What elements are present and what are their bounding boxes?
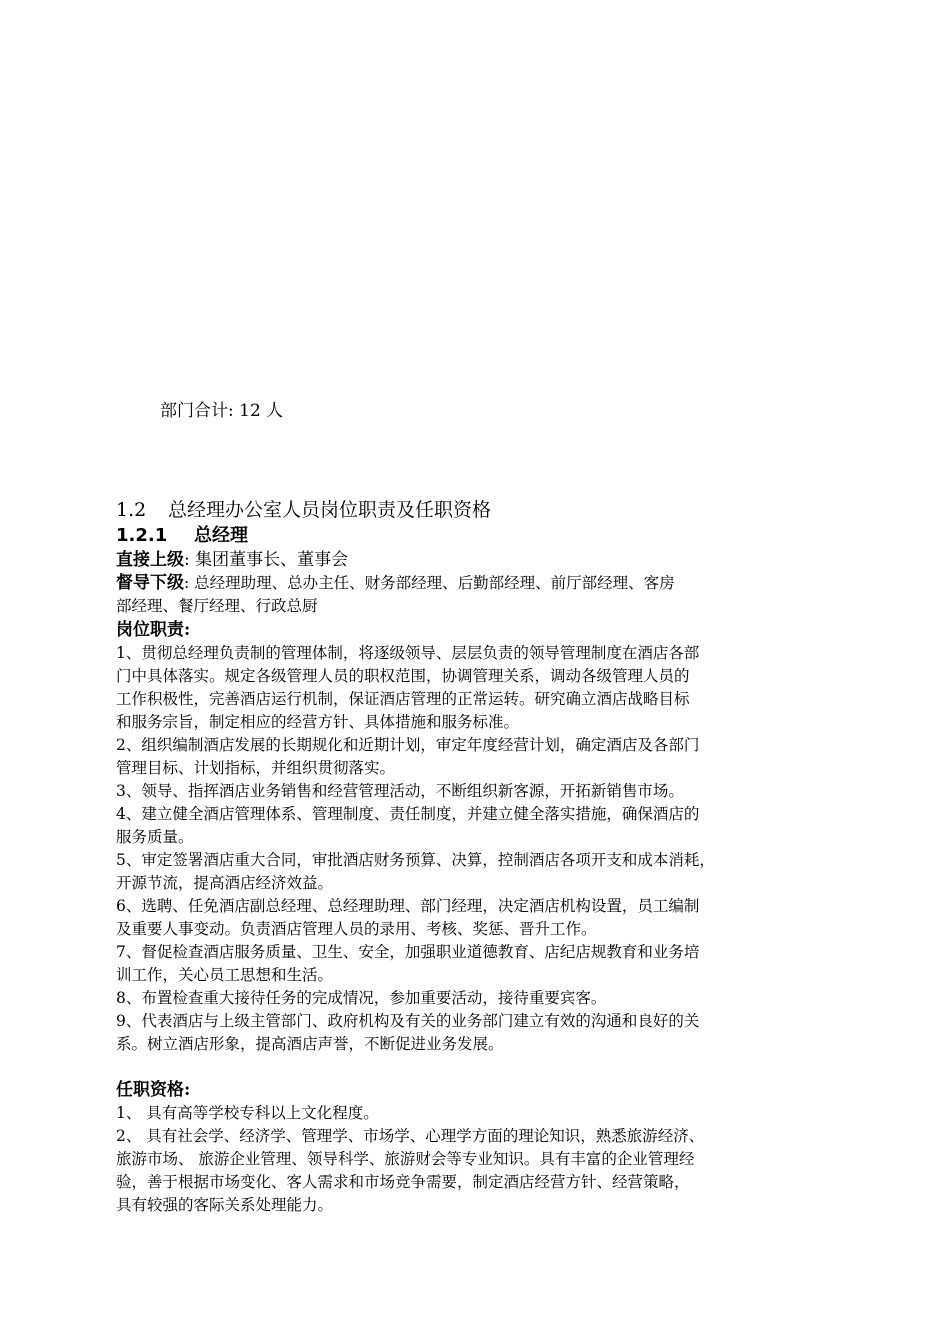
duty-line: 工作积极性，完善酒店运行机制，保证酒店管理的正常运转。研究确立酒店战略目标 — [116, 690, 690, 708]
duties-heading: 岗位职责: — [116, 620, 191, 640]
duty-line: 门中具体落实。规定各级管理人员的职权范围，协调管理关系，调动各级管理人员的 — [116, 667, 690, 685]
subsection-number: 1.2.1 — [116, 525, 168, 546]
duty-line: 5、审定签署酒店重大合同，审批酒店财务预算、决算，控制酒店各项开支和成本消耗， — [116, 851, 715, 869]
department-total: 部门合计: 12 人 — [160, 401, 284, 421]
qualification-line: 具有较强的客际关系处理能力。 — [116, 1196, 334, 1214]
subordinates-label: 督导下级 — [116, 573, 184, 593]
section-number: 1.2 — [116, 499, 147, 521]
direct-superior-label: 直接上级 — [116, 550, 184, 570]
qualification-line: 验，善于根据市场变化、客人需求和市场竞争需要，制定酒店经营方针、经营策略， — [116, 1173, 690, 1191]
spacer — [116, 1056, 856, 1078]
direct-superior-value: : 集团董事长、董事会 — [184, 550, 349, 570]
qualifications-heading: 任职资格: — [116, 1080, 191, 1100]
duty-line: 开源节流，提高酒店经济效益。 — [116, 874, 334, 892]
qualification-line: 1、 具有高等学校专科以上文化程度。 — [116, 1104, 379, 1122]
qualification-line: 旅游市场、 旅游企业管理、领导科学、旅游财会等专业知识。具有丰富的企业管理经 — [116, 1150, 695, 1168]
duty-line: 4、建立健全酒店管理体系、管理制度、责任制度，并建立健全落实措施，确保酒店的 — [116, 805, 700, 823]
duty-line: 3、领导、指挥酒店业务销售和经营管理活动，不断组织新客源，开拓新销售市场。 — [116, 782, 684, 800]
duty-line: 训工作，关心员工思想和生活。 — [116, 966, 334, 984]
duty-line: 8、布置检查重大接待任务的完成情况，参加重要活动，接待重要宾客。 — [116, 989, 607, 1007]
duty-line: 6、选聘、任免酒店副总经理、总经理助理、部门经理，决定酒店机构设置，员工编制 — [116, 897, 700, 915]
subordinates-line-2: 部经理、餐厅经理、行政总厨 — [116, 597, 318, 615]
duty-line: 及重要人事变动。负责酒店管理人员的录用、考核、奖惩、晋升工作。 — [116, 920, 597, 938]
subsection-heading — [116, 524, 856, 548]
section-title: 总经理办公室人员岗位职责及任职资格 — [168, 499, 492, 521]
duty-line: 2、组织编制酒店发展的长期规化和近期计划，审定年度经营计划，确定酒店及各部门 — [116, 736, 700, 754]
qualifications-list — [116, 1102, 856, 1217]
section-heading — [116, 497, 856, 524]
duty-line: 和服务宗旨，制定相应的经营方针、具体措施和服务标准。 — [116, 713, 520, 731]
document-content — [116, 497, 856, 1217]
duty-line: 管理目标、计划指标，并组织贯彻落实。 — [116, 759, 396, 777]
subordinates-line-1: : 总经理助理、总办主任、财务部经理、后勤部经理、前厅部经理、客房 — [184, 574, 675, 592]
subordinates — [116, 572, 856, 618]
duty-line: 服务质量。 — [116, 828, 194, 846]
qualification-line: 2、 具有社会学、经济学、管理学、市场学、心理学方面的理论知识，熟悉旅游经济、 — [116, 1127, 705, 1145]
duty-line: 9、代表酒店与上级主管部门、政府机构及有关的业务部门建立有效的沟通和良好的关 — [116, 1012, 700, 1030]
duties-list — [116, 642, 856, 1056]
duty-line: 1、贯彻总经理负责制的管理体制，将逐级领导、层层负责的领导管理制度在酒店各部 — [116, 644, 700, 662]
direct-superior — [116, 548, 856, 572]
duty-line: 系。树立酒店形象，提高酒店声誉，不断促进业务发展。 — [116, 1035, 504, 1053]
duty-line: 7、督促检查酒店服务质量、卫生、安全，加强职业道德教育、店纪店规教育和业务培 — [116, 943, 700, 961]
subsection-title: 总经理 — [194, 525, 248, 546]
